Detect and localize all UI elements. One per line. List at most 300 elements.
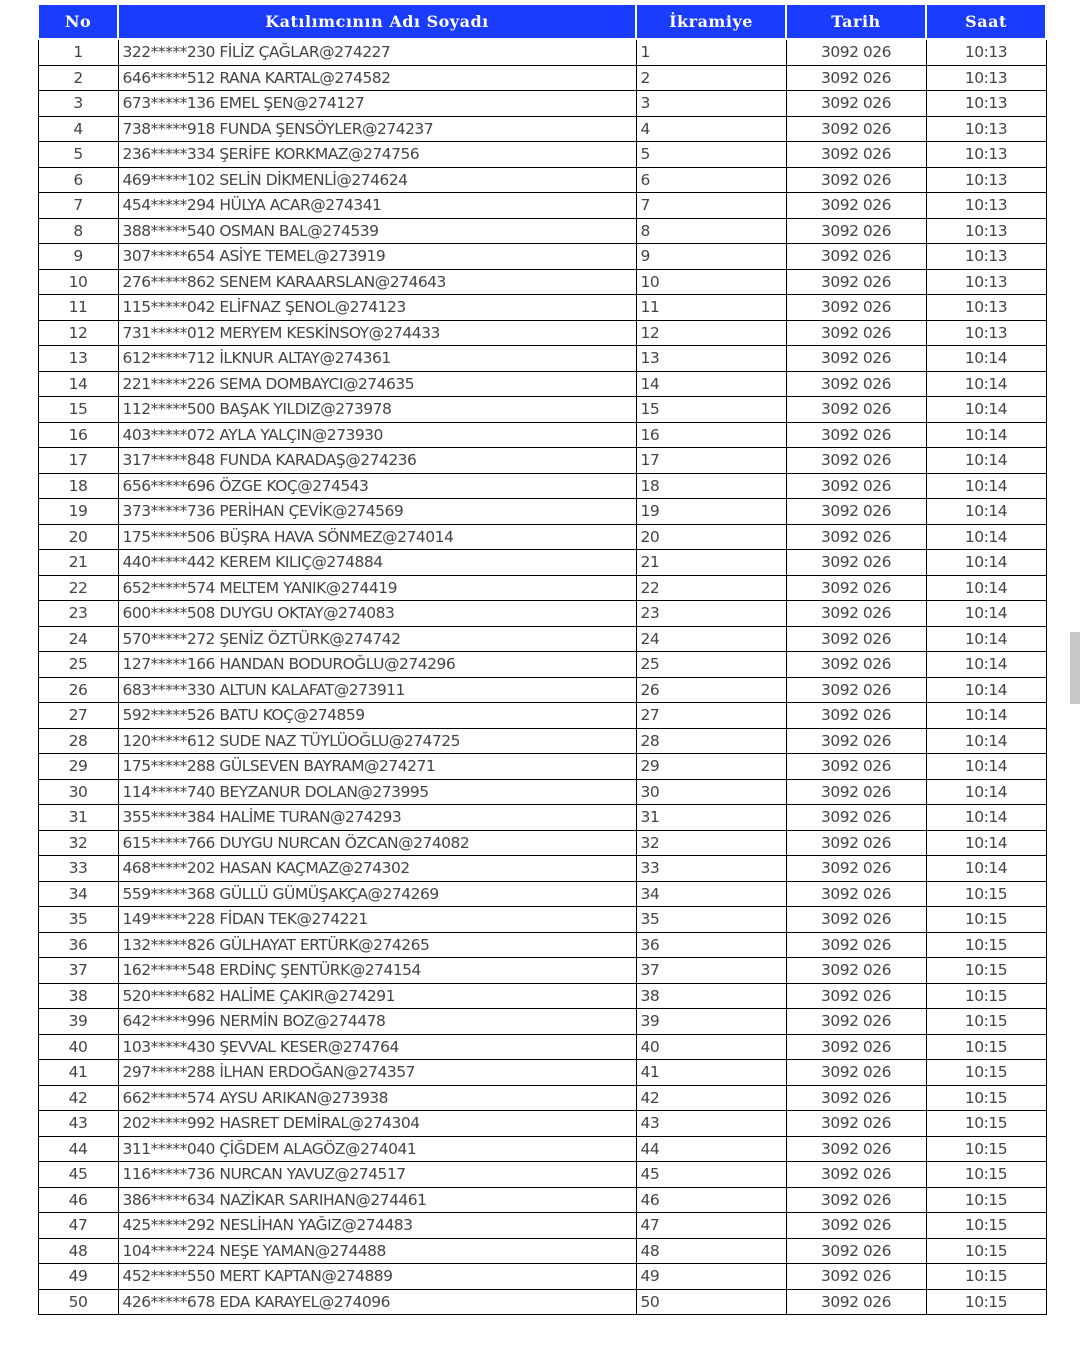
prize-number: 16 [636,422,786,448]
prize-number: 31 [636,805,786,831]
row-number: 24 [38,626,118,652]
table-row [38,167,1046,193]
row-number: 42 [38,1085,118,1111]
participant-name: 652*****574 MELTEM YANIK@274419 [118,575,636,601]
table-row [38,754,1046,780]
row-time: 10:14 [926,346,1046,372]
row-date: 3092 026 [786,371,926,397]
row-number: 47 [38,1213,118,1239]
header-name: Katılımcının Adı Soyadı [118,4,636,39]
table-row [38,983,1046,1009]
table-row [38,371,1046,397]
row-time: 10:14 [926,601,1046,627]
participant-name: 454*****294 HÜLYA ACAR@274341 [118,193,636,219]
table-row [38,601,1046,627]
table-row [38,1034,1046,1060]
prize-number: 12 [636,320,786,346]
row-number: 8 [38,218,118,244]
row-number: 19 [38,499,118,525]
row-time: 10:14 [926,397,1046,423]
table-row [38,626,1046,652]
row-number: 22 [38,575,118,601]
row-time: 10:15 [926,1162,1046,1188]
participant-name: 386*****634 NAZİKAR SARIHAN@274461 [118,1187,636,1213]
participant-name: 731*****012 MERYEM KESKİNSOY@274433 [118,320,636,346]
row-date: 3092 026 [786,65,926,91]
row-number: 36 [38,932,118,958]
row-number: 32 [38,830,118,856]
row-date: 3092 026 [786,1136,926,1162]
row-date: 3092 026 [786,703,926,729]
participant-name: 570*****272 ŞENİZ ÖZTÜRK@274742 [118,626,636,652]
row-date: 3092 026 [786,473,926,499]
row-time: 10:14 [926,677,1046,703]
table-row [38,295,1046,321]
row-date: 3092 026 [786,295,926,321]
prize-number: 41 [636,1060,786,1086]
row-date: 3092 026 [786,830,926,856]
table-row [38,1213,1046,1239]
row-date: 3092 026 [786,754,926,780]
row-date: 3092 026 [786,805,926,831]
row-date: 3092 026 [786,626,926,652]
table-row [38,958,1046,984]
row-time: 10:14 [926,575,1046,601]
table-row [38,703,1046,729]
row-number: 50 [38,1289,118,1315]
participant-name: 646*****512 RANA KARTAL@274582 [118,65,636,91]
participant-name: 175*****288 GÜLSEVEN BAYRAM@274271 [118,754,636,780]
row-time: 10:15 [926,932,1046,958]
participant-name: 738*****918 FUNDA ŞENSÖYLER@274237 [118,116,636,142]
row-time: 10:13 [926,193,1046,219]
row-time: 10:15 [926,1187,1046,1213]
row-number: 3 [38,91,118,117]
row-time: 10:14 [926,856,1046,882]
row-time: 10:15 [926,1238,1046,1264]
table-row [38,91,1046,117]
row-date: 3092 026 [786,1060,926,1086]
table-row [38,1162,1046,1188]
row-time: 10:13 [926,142,1046,168]
table-row [38,1264,1046,1290]
row-time: 10:15 [926,1009,1046,1035]
row-time: 10:14 [926,524,1046,550]
table-row [38,805,1046,831]
table-row [38,499,1046,525]
row-date: 3092 026 [786,881,926,907]
prize-number: 2 [636,65,786,91]
participant-name: 612*****712 İLKNUR ALTAY@274361 [118,346,636,372]
participant-name: 600*****508 DUYGU OKTAY@274083 [118,601,636,627]
row-number: 25 [38,652,118,678]
participant-name: 520*****682 HALİME ÇAKIR@274291 [118,983,636,1009]
table-row [38,142,1046,168]
participant-name: 440*****442 KEREM KILIÇ@274884 [118,550,636,576]
table-row [38,550,1046,576]
table-row [38,244,1046,270]
row-date: 3092 026 [786,728,926,754]
row-date: 3092 026 [786,422,926,448]
prize-number: 38 [636,983,786,1009]
table-row [38,652,1046,678]
table-body [38,39,1046,1315]
row-number: 10 [38,269,118,295]
prize-number: 22 [636,575,786,601]
row-date: 3092 026 [786,142,926,168]
row-number: 33 [38,856,118,882]
table-row [38,218,1046,244]
row-date: 3092 026 [786,193,926,219]
table-row [38,856,1046,882]
row-time: 10:13 [926,39,1046,65]
participant-name: 662*****574 AYSU ARIKAN@273938 [118,1085,636,1111]
row-time: 10:13 [926,295,1046,321]
row-date: 3092 026 [786,269,926,295]
row-date: 3092 026 [786,499,926,525]
participant-name: 132*****826 GÜLHAYAT ERTÜRK@274265 [118,932,636,958]
prize-number: 15 [636,397,786,423]
header-prize: İkramiye [636,4,786,39]
table-row [38,39,1046,65]
row-date: 3092 026 [786,856,926,882]
table-row [38,320,1046,346]
row-date: 3092 026 [786,218,926,244]
row-number: 31 [38,805,118,831]
row-time: 10:14 [926,473,1046,499]
row-date: 3092 026 [786,1009,926,1035]
row-time: 10:14 [926,371,1046,397]
table-row [38,932,1046,958]
row-number: 6 [38,167,118,193]
row-number: 9 [38,244,118,270]
row-number: 43 [38,1111,118,1137]
row-time: 10:15 [926,1136,1046,1162]
table-row [38,1187,1046,1213]
row-date: 3092 026 [786,524,926,550]
participant-name: 311*****040 ÇİĞDEM ALAGÖZ@274041 [118,1136,636,1162]
row-number: 38 [38,983,118,1009]
participant-name: 162*****548 ERDİNÇ ŞENTÜRK@274154 [118,958,636,984]
table-row [38,779,1046,805]
prize-number: 6 [636,167,786,193]
row-date: 3092 026 [786,1187,926,1213]
row-date: 3092 026 [786,677,926,703]
table-row [38,1085,1046,1111]
prize-number: 3 [636,91,786,117]
participant-name: 642*****996 NERMİN BOZ@274478 [118,1009,636,1035]
row-number: 17 [38,448,118,474]
row-number: 7 [38,193,118,219]
table-row [38,728,1046,754]
row-number: 21 [38,550,118,576]
table-row [38,677,1046,703]
prize-number: 28 [636,728,786,754]
participant-name: 615*****766 DUYGU NURCAN ÖZCAN@274082 [118,830,636,856]
row-number: 13 [38,346,118,372]
participant-name: 452*****550 MERT KAPTAN@274889 [118,1264,636,1290]
row-date: 3092 026 [786,1264,926,1290]
participant-name: 592*****526 BATU KOÇ@274859 [118,703,636,729]
row-number: 26 [38,677,118,703]
participant-name: 104*****224 NEŞE YAMAN@274488 [118,1238,636,1264]
table-row [38,830,1046,856]
row-date: 3092 026 [786,1111,926,1137]
prize-number: 48 [636,1238,786,1264]
row-date: 3092 026 [786,1034,926,1060]
row-number: 4 [38,116,118,142]
table-row [38,881,1046,907]
participant-name: 149*****228 FİDAN TEK@274221 [118,907,636,933]
row-time: 10:14 [926,652,1046,678]
row-number: 29 [38,754,118,780]
row-time: 10:14 [926,499,1046,525]
table-row [38,193,1046,219]
header-date: Tarih [786,4,926,39]
prize-number: 30 [636,779,786,805]
prize-number: 26 [636,677,786,703]
row-time: 10:13 [926,91,1046,117]
row-number: 27 [38,703,118,729]
participant-name: 116*****736 NURCAN YAVUZ@274517 [118,1162,636,1188]
table-row [38,422,1046,448]
row-date: 3092 026 [786,91,926,117]
table-row [38,1009,1046,1035]
table-row [38,116,1046,142]
participant-name: 322*****230 FİLİZ ÇAĞLAR@274227 [118,39,636,65]
row-time: 10:14 [926,754,1046,780]
row-date: 3092 026 [786,116,926,142]
table-row [38,575,1046,601]
row-time: 10:15 [926,958,1046,984]
prize-number: 39 [636,1009,786,1035]
table-row [38,473,1046,499]
row-number: 23 [38,601,118,627]
row-number: 49 [38,1264,118,1290]
row-time: 10:14 [926,805,1046,831]
results-table [37,3,1047,1315]
header-no: No [38,4,118,39]
table-row [38,448,1046,474]
participant-name: 469*****102 SELİN DİKMENLİ@274624 [118,167,636,193]
row-time: 10:15 [926,1289,1046,1315]
row-date: 3092 026 [786,1289,926,1315]
prize-number: 49 [636,1264,786,1290]
table-row [38,397,1046,423]
participant-name: 425*****292 NESLİHAN YAĞIZ@274483 [118,1213,636,1239]
row-time: 10:15 [926,1034,1046,1060]
row-date: 3092 026 [786,601,926,627]
prize-number: 14 [636,371,786,397]
prize-number: 35 [636,907,786,933]
prize-number: 46 [636,1187,786,1213]
participant-name: 673*****136 EMEL ŞEN@274127 [118,91,636,117]
table-row [38,1238,1046,1264]
results-table-container [37,3,1047,1315]
participant-name: 175*****506 BÜŞRA HAVA SÖNMEZ@274014 [118,524,636,550]
row-time: 10:13 [926,167,1046,193]
row-number: 45 [38,1162,118,1188]
prize-number: 43 [636,1111,786,1137]
row-date: 3092 026 [786,958,926,984]
prize-number: 20 [636,524,786,550]
prize-number: 40 [636,1034,786,1060]
prize-number: 8 [636,218,786,244]
row-date: 3092 026 [786,397,926,423]
row-number: 44 [38,1136,118,1162]
table-header-row [38,4,1046,39]
participant-name: 236*****334 ŞERİFE KORKMAZ@274756 [118,142,636,168]
row-time: 10:15 [926,983,1046,1009]
row-number: 1 [38,39,118,65]
row-date: 3092 026 [786,907,926,933]
participant-name: 468*****202 HASAN KAÇMAZ@274302 [118,856,636,882]
row-number: 12 [38,320,118,346]
participant-name: 317*****848 FUNDA KARADAŞ@274236 [118,448,636,474]
prize-number: 47 [636,1213,786,1239]
row-date: 3092 026 [786,320,926,346]
row-time: 10:14 [926,830,1046,856]
participant-name: 114*****740 BEYZANUR DOLAN@273995 [118,779,636,805]
row-number: 5 [38,142,118,168]
participant-name: 355*****384 HALİME TURAN@274293 [118,805,636,831]
row-date: 3092 026 [786,448,926,474]
row-number: 46 [38,1187,118,1213]
row-number: 28 [38,728,118,754]
prize-number: 32 [636,830,786,856]
row-time: 10:14 [926,703,1046,729]
row-date: 3092 026 [786,1085,926,1111]
participant-name: 307*****654 ASİYE TEMEL@273919 [118,244,636,270]
table-row [38,1136,1046,1162]
prize-number: 37 [636,958,786,984]
prize-number: 42 [636,1085,786,1111]
prize-number: 23 [636,601,786,627]
row-date: 3092 026 [786,652,926,678]
scrollbar-thumb[interactable] [1070,632,1080,704]
prize-number: 27 [636,703,786,729]
participant-name: 426*****678 EDA KARAYEL@274096 [118,1289,636,1315]
participant-name: 297*****288 İLHAN ERDOĞAN@274357 [118,1060,636,1086]
participant-name: 115*****042 ELİFNAZ ŞENOL@274123 [118,295,636,321]
row-time: 10:15 [926,1060,1046,1086]
row-time: 10:13 [926,244,1046,270]
row-number: 14 [38,371,118,397]
prize-number: 9 [636,244,786,270]
prize-number: 11 [636,295,786,321]
row-time: 10:14 [926,779,1046,805]
row-date: 3092 026 [786,550,926,576]
row-time: 10:15 [926,881,1046,907]
participant-name: 202*****992 HASRET DEMİRAL@274304 [118,1111,636,1137]
row-time: 10:15 [926,1213,1046,1239]
table-row [38,1111,1046,1137]
table-row [38,1060,1046,1086]
row-date: 3092 026 [786,1162,926,1188]
participant-name: 656*****696 ÖZGE KOÇ@274543 [118,473,636,499]
row-number: 16 [38,422,118,448]
row-date: 3092 026 [786,346,926,372]
prize-number: 29 [636,754,786,780]
prize-number: 1 [636,39,786,65]
prize-number: 45 [636,1162,786,1188]
row-time: 10:15 [926,1111,1046,1137]
row-number: 11 [38,295,118,321]
table-row [38,65,1046,91]
prize-number: 24 [636,626,786,652]
row-number: 48 [38,1238,118,1264]
prize-number: 36 [636,932,786,958]
row-number: 41 [38,1060,118,1086]
participant-name: 559*****368 GÜLLÜ GÜMÜŞAKÇA@274269 [118,881,636,907]
participant-name: 276*****862 SENEM KARAARSLAN@274643 [118,269,636,295]
participant-name: 373*****736 PERİHAN ÇEVİK@274569 [118,499,636,525]
row-time: 10:14 [926,626,1046,652]
prize-number: 25 [636,652,786,678]
prize-number: 10 [636,269,786,295]
participant-name: 103*****430 ŞEVVAL KESER@274764 [118,1034,636,1060]
table-row [38,1289,1046,1315]
row-time: 10:15 [926,1264,1046,1290]
prize-number: 17 [636,448,786,474]
participant-name: 403*****072 AYLA YALÇIN@273930 [118,422,636,448]
prize-number: 13 [636,346,786,372]
row-time: 10:13 [926,269,1046,295]
row-number: 34 [38,881,118,907]
row-number: 2 [38,65,118,91]
table-row [38,907,1046,933]
participant-name: 120*****612 SUDE NAZ TÜYLÜOĞLU@274725 [118,728,636,754]
table-row [38,524,1046,550]
row-date: 3092 026 [786,779,926,805]
row-time: 10:14 [926,728,1046,754]
row-time: 10:14 [926,448,1046,474]
row-date: 3092 026 [786,167,926,193]
row-number: 20 [38,524,118,550]
row-number: 30 [38,779,118,805]
row-date: 3092 026 [786,1213,926,1239]
row-date: 3092 026 [786,1238,926,1264]
row-date: 3092 026 [786,575,926,601]
participant-name: 112*****500 BAŞAK YILDIZ@273978 [118,397,636,423]
prize-number: 7 [636,193,786,219]
participant-name: 221*****226 SEMA DOMBAYCI@274635 [118,371,636,397]
row-time: 10:14 [926,550,1046,576]
prize-number: 34 [636,881,786,907]
table-row [38,346,1046,372]
row-date: 3092 026 [786,39,926,65]
prize-number: 50 [636,1289,786,1315]
row-time: 10:15 [926,907,1046,933]
row-number: 39 [38,1009,118,1035]
row-date: 3092 026 [786,244,926,270]
prize-number: 33 [636,856,786,882]
row-number: 15 [38,397,118,423]
prize-number: 5 [636,142,786,168]
row-time: 10:15 [926,1085,1046,1111]
prize-number: 4 [636,116,786,142]
prize-number: 18 [636,473,786,499]
participant-name: 127*****166 HANDAN BODUROĞLU@274296 [118,652,636,678]
participant-name: 388*****540 OSMAN BAL@274539 [118,218,636,244]
row-number: 35 [38,907,118,933]
row-number: 37 [38,958,118,984]
row-date: 3092 026 [786,932,926,958]
prize-number: 21 [636,550,786,576]
row-time: 10:13 [926,218,1046,244]
row-number: 40 [38,1034,118,1060]
row-number: 18 [38,473,118,499]
